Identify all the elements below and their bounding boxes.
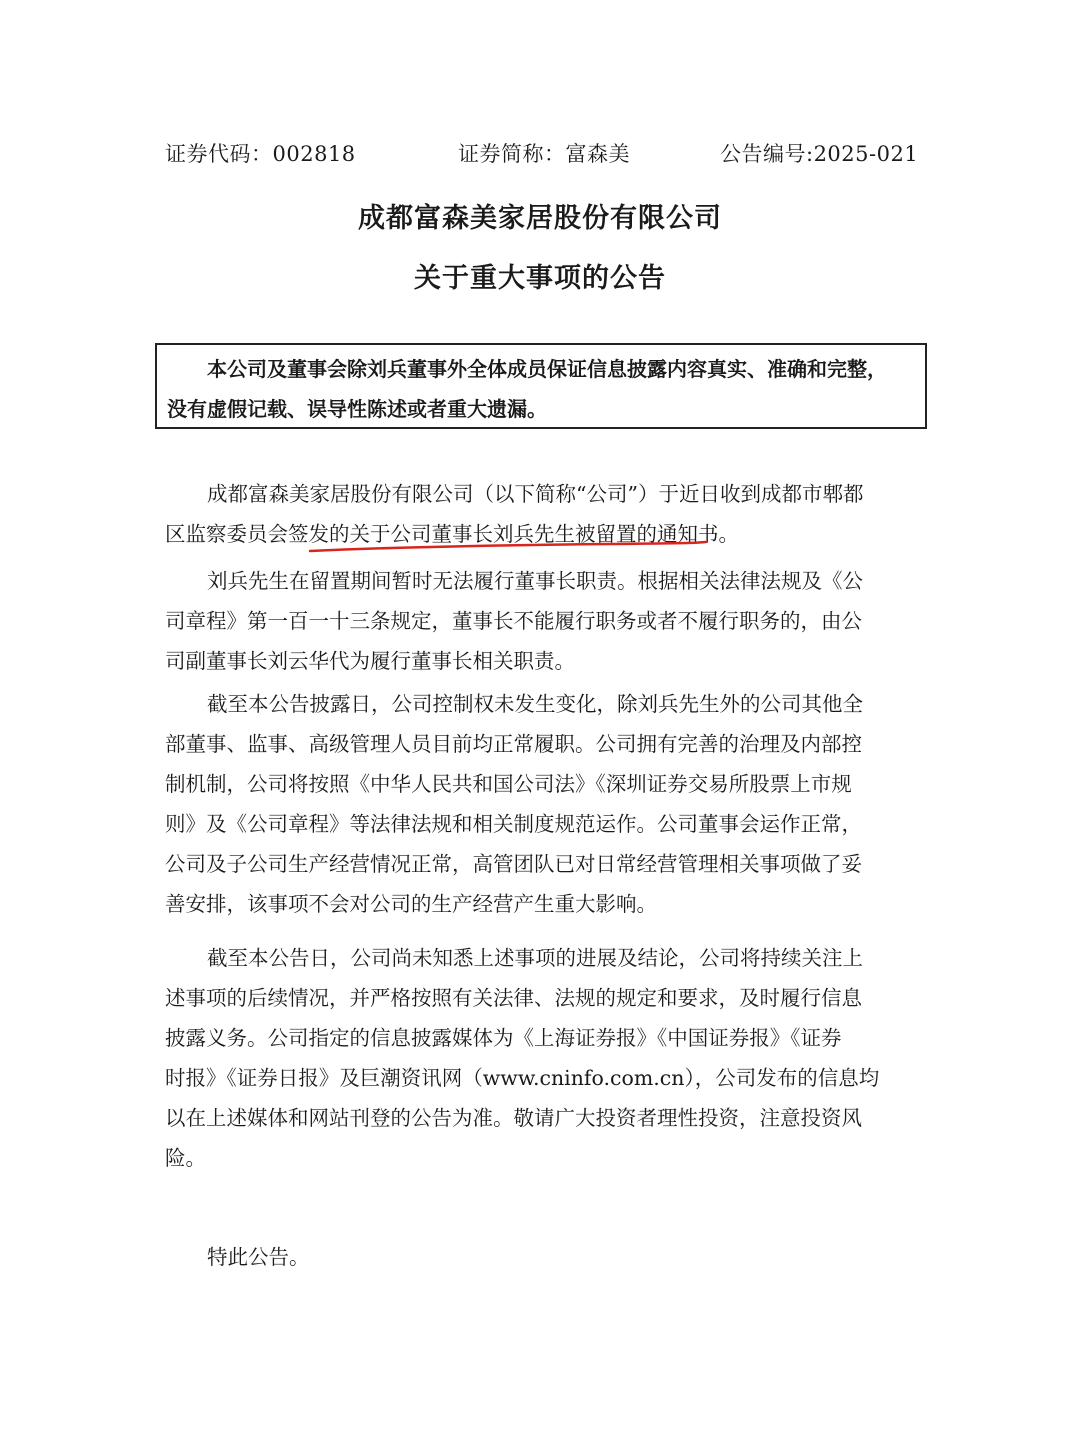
closing-statement-container [165,1237,915,1277]
paragraph-line: 险。 [165,1146,206,1170]
paragraph-line: 成都富森美家居股份有限公司（以下简称“公司”）于近日收到成都市郫都 [207,482,864,506]
paragraph-4 [165,938,915,1178]
disclaimer-line-1: 本公司及董事会除刘兵董事外全体成员保证信息披露内容真实、准确和完整， [207,357,887,381]
paragraph-line: 截至本公告日，公司尚未知悉上述事项的进展及结论，公司将持续关注上 [207,946,863,970]
disclaimer-box [155,343,927,429]
paragraph-line: 司副董事长刘云华代为履行董事长相关职责。 [165,649,575,673]
paragraph-line: 制机制，公司将按照《中华人民共和国公司法》《深圳证券交易所股票上市规 [165,772,852,796]
paragraph-line: 时报》《证券日报》及巨潮资讯网（www.cninfo.com.cn），公司发布的信息均 [165,1066,880,1090]
paragraph-line: 部董事、监事、高级管理人员目前均正常履职。公司拥有完善的治理及内部控 [165,732,862,756]
company-title: 成都富森美家居股份有限公司 [358,203,722,234]
paragraph-line: 以在上述媒体和网站刊登的公告为准。敬请广大投资者理性投资，注意投资风 [165,1106,862,1130]
red-underline-annotation [308,537,708,557]
stock-abbreviation: 证券简称：富森美 [458,142,630,166]
paragraph-line: 述事项的后续情况，并严格按照有关法律、法规的规定和要求，及时履行信息 [165,986,862,1010]
closing-statement: 特此公告。 [207,1245,310,1269]
paragraph-line: 刘兵先生在留置期间暂时无法履行董事长职责。根据相关法律法规及《公 [207,569,863,593]
paragraph-line: 则》及《公司章程》等法律法规和相关制度规范运作。公司董事会运作正常， [165,812,862,836]
disclaimer-line-2: 没有虚假记载、误导性陈述或者重大遗漏。 [167,397,547,421]
announcement-title: 关于重大事项的公告 [414,263,666,294]
paragraph-line: 善安排，该事项不会对公司的生产经营产生重大影响。 [165,892,657,916]
notice-number: 公告编号:2025-021 [720,142,919,166]
paragraph-2 [165,561,915,681]
paragraph-line: 截至本公告披露日，公司控制权未发生变化，除刘兵先生外的公司其他全 [207,692,863,716]
paragraph-line: 公司及子公司生产经营情况正常，高管团队已对日常经营管理相关事项做了妥 [165,852,862,876]
stock-code: 证券代码：002818 [165,142,356,166]
paragraph-line: 区监察委员会签发的关于公司董事长刘兵先生被留置的通知书。 [165,522,739,546]
paragraph-line: 披露义务。公司指定的信息披露媒体为《上海证券报》《中国证券报》《证券 [165,1026,842,1050]
paragraph-line: 司章程》第一百一十三条规定，董事长不能履行职务或者不履行职务的，由公 [165,609,862,633]
paragraph-3 [165,684,915,924]
